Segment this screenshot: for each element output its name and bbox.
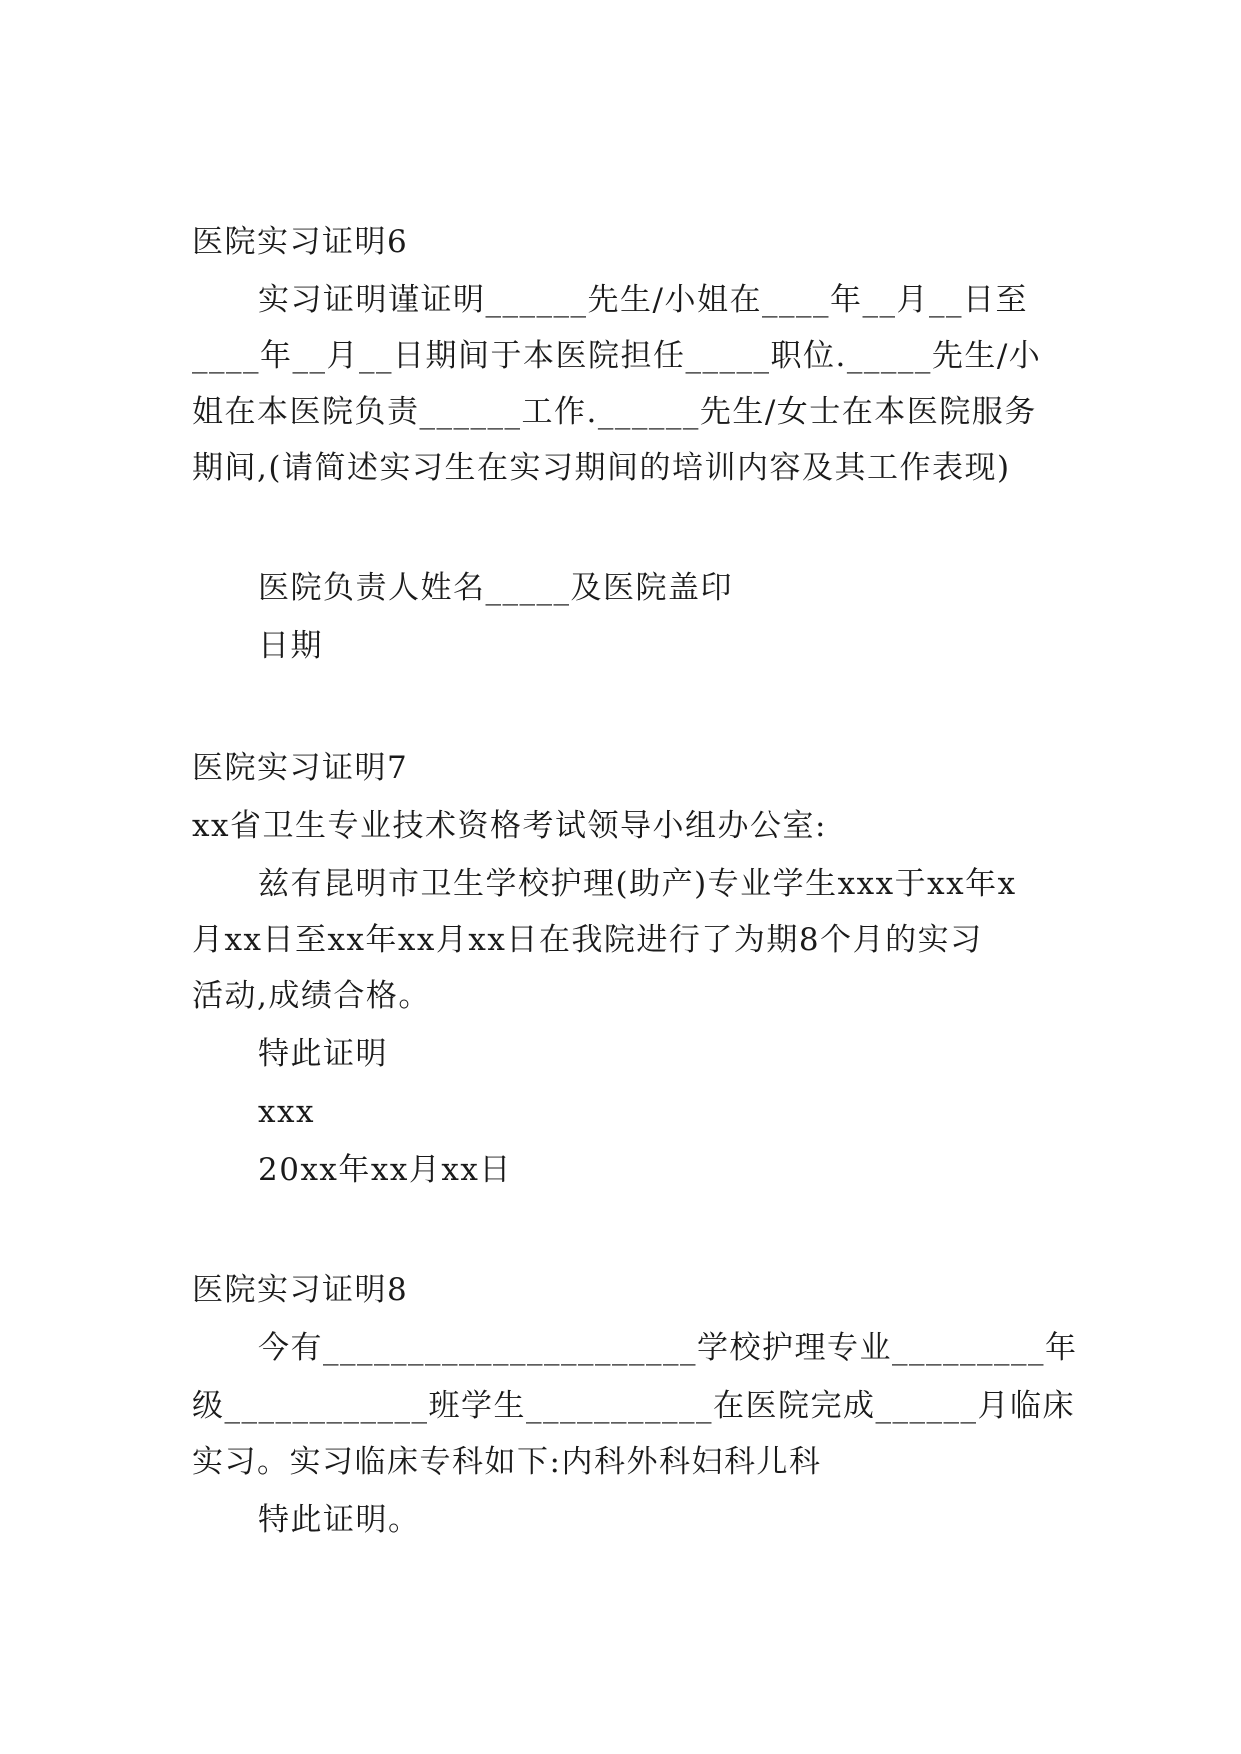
date-line: 20xx年xx月xx日	[258, 1152, 512, 1188]
paragraph-line: 今有______________________学校护理专业_________年	[258, 1330, 1078, 1366]
addressee: xx省卫生专业技术资格考试领导小组办公室:	[192, 808, 827, 844]
paragraph-line: 期间,(请简述实习生在实习期间的培训内容及其工作表现)	[192, 450, 1011, 486]
paragraph-line: 实习。实习临床专科如下:内科外科妇科儿科	[192, 1444, 822, 1480]
closing-text: 特此证明	[258, 1036, 388, 1072]
section-title: 医院实习证明6	[192, 224, 409, 260]
paragraph-line: 月xx日至xx年xx月xx日在我院进行了为期8个月的实习	[192, 922, 983, 958]
paragraph-line: ____年__月__日期间于本医院担任_____职位._____先生/小	[192, 338, 1042, 374]
signature-line: 医院负责人姓名_____及医院盖印	[258, 570, 733, 606]
section-title: 医院实习证明7	[192, 750, 409, 786]
paragraph-line: 姐在本医院负责______工作.______先生/女士在本医院服务	[192, 394, 1037, 430]
paragraph-line: 实习证明谨证明______先生/小姐在____年__月__日至	[258, 282, 1028, 318]
date-label: 日期	[258, 628, 323, 664]
signer: xxx	[258, 1094, 315, 1130]
section-title: 医院实习证明8	[192, 1272, 409, 1308]
closing-text: 特此证明。	[258, 1502, 421, 1538]
paragraph-line: 活动,成绩合格。	[192, 978, 431, 1014]
paragraph-line: 级____________班学生___________在医院完成______月临床	[192, 1388, 1075, 1424]
paragraph-line: 兹有昆明市卫生学校护理(助产)专业学生xxx于xx年x	[258, 866, 1017, 902]
